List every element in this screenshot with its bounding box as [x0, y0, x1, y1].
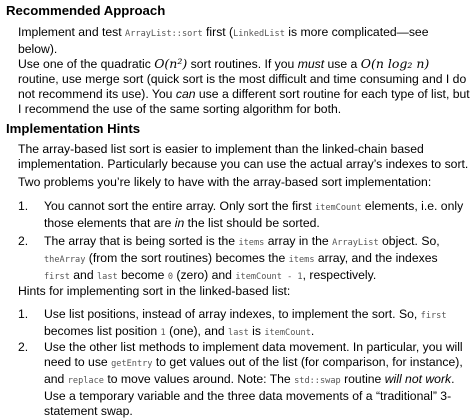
paragraph-two-problems: Two problems you’re likely to have with the array-based sort implementation: — [18, 175, 432, 189]
code-arraylist-sort: ArrayList::sort — [125, 29, 203, 39]
paragraph-sort-routines: Use one of the quadratic O(n²) sort routines. If you must use a O(n log₂ n) routine, use merge sort (quick sort is the most difficult and time consuming and I do not recommend its use). You can use a different sort routine for each type of list, but I recommend the use of the same sorting algorithm for both. — [18, 56, 470, 116]
list-item: 2. Use the other list methods to implement data movement. In particular, you will need to use getEntry to get values out of the list (for comparison, for instance), and replace to move values around. Note: The std::swap routine will not work. Use a temporary variable and the three data movements of a “traditional” 3-statement swap. — [18, 340, 463, 418]
section-heading-implementation-hints: Implementation Hints — [6, 121, 141, 136]
list-item: 2. The array that is being sorted is the items array in the ArrayList object. So, theArray (from the sort routines) becomes the items array, and the indexes first and last become 0 (zero) and itemCount - 1, respectively. — [18, 234, 440, 282]
code-linkedlist: LinkedList — [233, 29, 285, 39]
paragraph-linked-hints: Hints for implementing sort in the linked-based list: — [18, 284, 291, 298]
math-nlogn: O(n log₂ n) — [360, 56, 430, 71]
paragraph-array-based-easier: The array-based list sort is easier to implement than the linked-chain based implementation. Particularly because you can use the actual array’s indexes to sort. — [18, 142, 469, 171]
section-heading-recommended-approach: Recommended Approach — [6, 3, 166, 18]
math-quadratic: O(n²) — [154, 56, 188, 71]
list-item: 1. Use list positions, instead of array indexes, to implement the sort. So, first becomes list position 1 (one), and last is itemCount. — [18, 307, 447, 338]
list-item: 1. You cannot sort the entire array. Only sort the first itemCount elements, i.e. only those elements that are in the list should be sorted. — [18, 199, 464, 230]
paragraph-implement-and-test: Implement and test ArrayList::sort first (LinkedList is more complicated—see below). — [18, 25, 429, 56]
